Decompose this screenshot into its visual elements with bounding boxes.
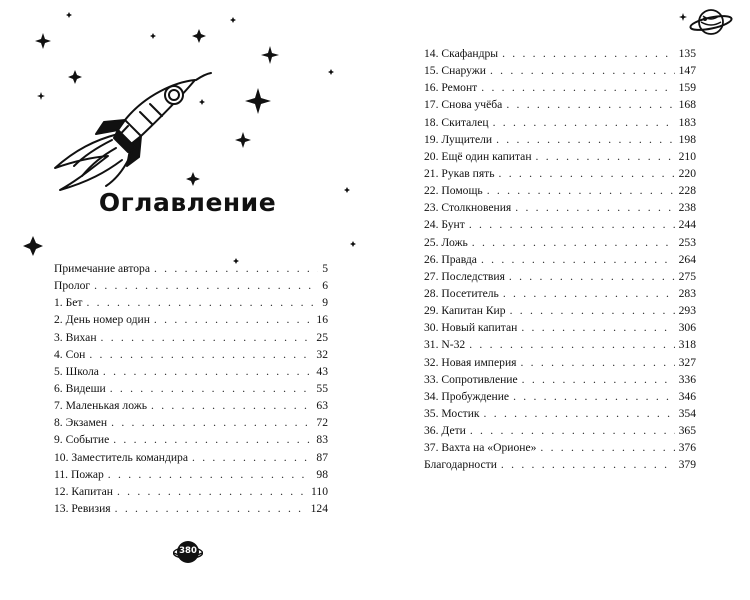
toc-entry-page: 293 [678,304,696,318]
toc-leader [115,502,307,515]
toc-list-right [424,47,696,476]
toc-entry-title: 15. Снаружи [424,64,486,78]
toc-entry-title: 13. Ревизия [54,501,111,515]
toc-entry[interactable] [424,81,696,98]
toc-entry-title: Благодарности [424,458,497,472]
toc-entry-page: 159 [678,81,696,95]
toc-leader [490,64,675,77]
toc-leader [510,304,675,317]
toc-entry-page: 6 [322,279,328,293]
toc-entry[interactable] [54,313,328,330]
toc-entry-title: 27. Последствия [424,269,505,283]
toc-leader [89,348,312,361]
toc-entry-page: 336 [678,372,696,386]
toc-entry-page: 244 [678,218,696,232]
star-icon [66,12,72,18]
toc-leader [94,279,318,292]
page-number-badge [173,537,203,567]
toc-entry-page: 43 [316,364,328,378]
toc-entry[interactable] [54,348,328,365]
toc-entry-title: 30. Новый капитан [424,321,518,335]
toc-entry[interactable] [424,201,696,218]
toc-entry-title: 3. Вихан [54,330,97,344]
toc-leader [509,270,675,283]
toc-leader [499,167,675,180]
toc-entry-page: 354 [678,406,696,420]
toc-entry-title: 20. Ещё один капитан [424,149,532,163]
toc-entry-title: 19. Лущители [424,132,493,146]
toc-entry-page: 306 [678,321,696,335]
toc-leader [154,313,312,326]
toc-entry-title: 14. Скафандры [424,47,499,60]
toc-entry-page: 228 [678,184,696,198]
toc-entry-title: 4. Сон [54,347,86,361]
toc-entry-title: 22. Помощь [424,184,483,198]
toc-entry-page: 9 [322,296,328,310]
toc-leader [540,441,674,454]
toc-entry-title: 26. Правда [424,252,477,266]
toc-entry-page: 210 [678,149,696,163]
toc-entry-title: 34. Пробуждение [424,389,510,403]
toc-entry[interactable] [424,338,696,355]
toc-entry[interactable] [54,485,328,502]
toc-entry-title: 25. Ложь [424,235,468,249]
toc-leader [520,356,674,369]
toc-entry-page: 72 [316,416,328,430]
toc-leader [110,382,313,395]
toc-entry[interactable] [424,253,696,270]
toc-entry-page: 87 [316,450,328,464]
toc-entry-title: 37. Вахта на «Орионе» [424,441,537,455]
toc-entry-title: 23. Столкновения [424,201,512,215]
star-icon [199,99,205,105]
star-icon [245,88,271,114]
toc-leader [481,253,675,266]
toc-entry-title: Пролог [54,279,91,293]
toc-entry-title: 16. Ремонт [424,81,478,95]
toc-leader [470,424,675,437]
toc-entry[interactable] [424,133,696,150]
star-icon [186,172,200,186]
toc-leader [522,373,675,386]
star-icon [35,33,51,49]
toc-leader [502,47,675,60]
star-icon [350,241,356,247]
toc-entry-title: 17. Снова учёба [424,98,503,112]
toc-entry-title: 32. Новая империя [424,355,517,369]
star-icon [192,29,206,43]
toc-entry-page: 220 [678,166,696,180]
toc-entry-title: 1. Бет [54,296,83,310]
star-icon [37,92,45,100]
toc-entry-page: 147 [678,64,696,78]
toc-leader [515,201,674,214]
toc-leader [521,321,674,334]
toc-leader [496,133,675,146]
toc-leader [501,458,675,471]
toc-entry[interactable] [424,184,696,201]
toc-entry[interactable] [424,167,696,184]
toc-entry[interactable] [424,458,696,475]
toc-entry-page: 327 [678,355,696,369]
toc-entry[interactable] [54,382,328,399]
toc-entry-page: 238 [678,201,696,215]
toc-entry-title: 6. Видеши [54,381,106,395]
toc-entry-page: 264 [678,252,696,266]
toc-leader [111,416,312,429]
toc-leader [154,262,318,275]
toc-entry-title: 7. Маленькая ложь [54,399,147,413]
toc-entry-page: 5 [322,262,328,275]
toc-entry[interactable] [424,441,696,458]
toc-entry[interactable] [424,236,696,253]
toc-leader [469,218,675,231]
toc-leader [487,184,675,197]
toc-entry-page: 376 [678,441,696,455]
toc-entry[interactable] [54,331,328,348]
toc-entry-page: 275 [678,269,696,283]
toc-entry[interactable] [424,356,696,373]
toc-leader [192,451,312,464]
toc-entry-title: 36. Дети [424,424,466,438]
toc-leader [151,399,312,412]
toc-entry-page: 318 [678,338,696,352]
toc-entry[interactable] [54,433,328,450]
toc-entry-page: 110 [311,484,328,498]
toc-entry[interactable] [424,47,696,64]
toc-entry-title: 18. Скиталец [424,115,489,129]
toc-list-left [54,262,328,519]
toc-entry[interactable] [424,407,696,424]
toc-entry[interactable] [54,365,328,382]
toc-entry[interactable] [54,262,328,279]
toc-entry-page: 283 [678,286,696,300]
toc-entry-title: 31. N-32 [424,338,466,352]
toc-entry-page: 253 [678,235,696,249]
rocket-illustration [0,0,375,270]
toc-leader [484,407,675,420]
toc-entry-page: 32 [316,347,328,361]
toc-entry[interactable] [424,304,696,321]
toc-entry-page: 365 [678,424,696,438]
toc-leader [103,365,312,378]
toc-entry-title: 24. Бунт [424,218,465,232]
toc-entry[interactable] [54,416,328,433]
toc-entry-title: Примечание автора [54,262,150,275]
toc-entry-page: 124 [310,501,328,515]
toc-leader [101,331,313,344]
toc-entry[interactable] [424,150,696,167]
toc-leader [86,296,318,309]
toc-entry[interactable] [424,270,696,287]
star-icon [328,69,334,75]
toc-leader [513,390,675,403]
toc-leader [493,116,675,129]
star-icon [23,236,43,256]
toc-leader [117,485,307,498]
toc-entry-title: 11. Пожар [54,467,104,481]
toc-entry-page: 98 [316,467,328,481]
star-icon [68,70,82,84]
toc-leader [503,287,675,300]
star-icon [235,132,251,148]
toc-entry-page: 135 [678,47,696,60]
toc-entry[interactable] [54,296,328,313]
toc-heading: Оглавление [98,188,277,217]
toc-entry[interactable] [424,64,696,81]
toc-entry[interactable] [54,399,328,416]
toc-entry[interactable] [424,218,696,235]
toc-entry-page: 16 [316,313,328,327]
ringed-planet-icon [675,2,735,42]
star-icon [679,13,687,21]
toc-entry-title: 5. Школа [54,364,99,378]
page-number: 380 [179,546,197,556]
toc-entry-page: 198 [678,132,696,146]
toc-entry-page: 63 [316,399,328,413]
toc-entry-title: 8. Экзамен [54,416,108,430]
toc-leader [472,236,675,249]
toc-entry-page: 25 [316,330,328,344]
toc-entry-page: 168 [678,98,696,112]
toc-entry[interactable] [424,390,696,407]
star-icon [261,46,279,64]
star-icon [150,33,156,39]
toc-entry[interactable] [54,451,328,468]
right-page [375,0,750,600]
toc-entry-title: 35. Мостик [424,406,480,420]
toc-entry[interactable] [54,502,328,519]
toc-entry[interactable] [54,468,328,485]
toc-entry[interactable] [424,287,696,304]
toc-leader [481,81,674,94]
toc-entry-page: 83 [316,433,328,447]
toc-entry[interactable] [424,321,696,338]
toc-entry-page: 346 [678,389,696,403]
toc-entry-title: 10. Заместитель командира [54,450,188,464]
toc-entry[interactable] [424,98,696,115]
toc-entry-title: 29. Капитан Кир [424,304,506,318]
star-icon [230,17,236,23]
toc-entry[interactable] [424,373,696,390]
toc-entry[interactable] [54,279,328,296]
toc-entry[interactable] [424,424,696,441]
toc-entry-page: 55 [316,381,328,395]
toc-entry[interactable] [424,116,696,133]
toc-entry-title: 12. Капитан [54,484,113,498]
toc-entry-title: 2. День номер один [54,313,150,327]
toc-entry-page: 183 [678,115,696,129]
toc-entry-title: 21. Рукав пять [424,166,495,180]
toc-entry-page: 379 [678,458,696,472]
toc-leader [536,150,675,163]
toc-entry-title: 33. Сопротивление [424,372,518,386]
toc-entry-title: 28. Посетитель [424,286,499,300]
toc-leader [113,433,312,446]
toc-entry-title: 9. Событие [54,433,110,447]
toc-leader [506,98,674,111]
toc-leader [469,338,674,351]
rocket-icon [55,73,211,190]
toc-leader [108,468,313,481]
